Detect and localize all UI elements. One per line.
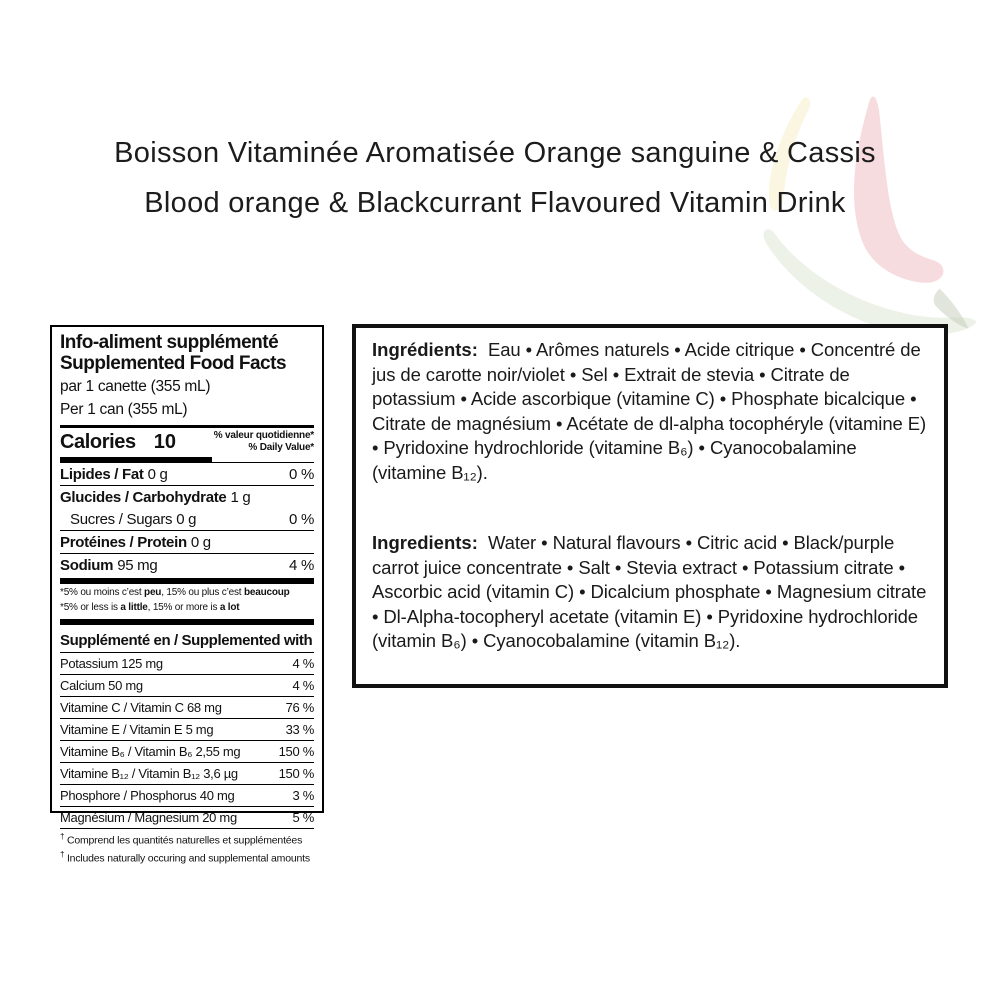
dv-footnote-en: *5% or less is a little, 15% or more is a lot xyxy=(60,602,240,613)
dagger-footnote-fr: † Comprend les quantités naturelles et supplémentées xyxy=(60,832,303,847)
nutrient-amount: 95 mg xyxy=(117,557,158,574)
serving-size-en: Per 1 can (355 mL) xyxy=(60,401,188,418)
nutrient-row-protein xyxy=(60,531,314,554)
nutrient-dv: 0 % xyxy=(289,511,314,528)
calories-value: 10 xyxy=(153,431,176,453)
supplement-name: Potassium 125 mg xyxy=(60,656,163,671)
dagger-symbol: † xyxy=(60,832,65,841)
supplement-dv: 3 % xyxy=(292,788,314,803)
ingredients-label-en: Ingredients: xyxy=(372,532,478,553)
nutrient-name: Sucres / Sugars xyxy=(70,511,173,528)
supplement-row-phosphorus xyxy=(60,785,314,807)
calories-row xyxy=(60,428,314,463)
supplement-dv: 33 % xyxy=(285,722,314,737)
calories-label: Calories xyxy=(60,431,136,453)
supplement-name: Magnésium / Magnesium 20 mg xyxy=(60,810,237,825)
ingredients-text-en: Water • Natural flavours • Citric acid • Black/purple carrot juice concentrate • Salt • Stevia extract • Potassium citrate • Ascorbic acid (vitamin C) • Dicalcium phosphate • Magnesium citrate • Dl-Alpha-tocopheryl acetate (vitamin E) • Pyridoxine hydrochloride (vitamin B₆) • Cyanocobalamine (vitamin B₁₂). xyxy=(372,532,927,651)
product-title-english: Blood orange & Blackcurrant Flavoured Vitamin Drink xyxy=(144,187,846,219)
supplement-name: Vitamine E / Vitamin E 5 mg xyxy=(60,722,214,737)
supplement-dv: 5 % xyxy=(292,810,314,825)
dv-footnote-fr: *5% ou moins c’est peu, 15% ou plus c’est beaucoup xyxy=(60,587,290,598)
supplemented-with-header: Supplémenté en / Supplemented with xyxy=(60,628,314,653)
nutrient-name: Lipides / Fat xyxy=(60,466,144,483)
supplement-dv: 150 % xyxy=(278,744,314,759)
supplemented-food-facts-panel xyxy=(50,325,324,864)
nutrient-row-fat xyxy=(60,463,314,486)
daily-value-header-fr: % valeur quotidienne* xyxy=(213,430,314,441)
nutrient-row-sugars xyxy=(60,508,314,531)
supplement-dv: 4 % xyxy=(292,678,314,693)
nutrient-name: Glucides / Carbohydrate xyxy=(60,489,227,506)
serving-size-fr: par 1 canette (355 mL) xyxy=(60,378,211,395)
supplement-name: Phosphore / Phosphorus 40 mg xyxy=(60,788,235,803)
facts-title-en: Supplemented Food Facts xyxy=(60,353,287,374)
supplement-row-calcium xyxy=(60,675,314,697)
nutrient-amount: 1 g xyxy=(230,489,251,506)
supplement-name: Vitamine B₁₂ / Vitamin B₁₂ 3,6 µg xyxy=(60,766,238,781)
product-title xyxy=(0,128,990,228)
supplement-row-magnesium xyxy=(60,807,314,829)
daily-value-header-en: % Daily Value* xyxy=(248,442,314,453)
ingredients-paragraph-fr xyxy=(372,338,928,485)
divider-thick xyxy=(60,619,314,625)
supplement-row-potassium xyxy=(60,653,314,675)
facts-title-fr: Info-aliment supplémenté xyxy=(60,332,279,353)
ingredients-label-fr: Ingrédients: xyxy=(372,339,478,360)
supplement-row-vitamin-b6 xyxy=(60,741,314,763)
supplement-name: Vitamine C / Vitamin C 68 mg xyxy=(60,700,222,715)
nutrient-name: Protéines / Protein xyxy=(60,534,187,551)
daily-value-header xyxy=(214,430,314,454)
nutrient-name: Sodium xyxy=(60,557,114,574)
nutrient-dv: 4 % xyxy=(289,557,314,574)
supplement-row-vitamin-e xyxy=(60,719,314,741)
supplement-name: Vitamine B₆ / Vitamin B₆ 2,55 mg xyxy=(60,744,241,759)
nutrient-amount: 0 g xyxy=(190,534,211,551)
nutrient-row-sodium xyxy=(60,554,314,576)
ingredients-panel xyxy=(352,324,948,688)
supplement-row-vitamin-b12 xyxy=(60,763,314,785)
supplement-name: Calcium 50 mg xyxy=(60,678,143,693)
dagger-symbol: † xyxy=(60,849,65,859)
supplement-dv: 76 % xyxy=(285,700,314,715)
calories-label-group xyxy=(60,431,176,454)
product-title-french: Boisson Vitaminée Aromatisée Orange sanguine & Cassis xyxy=(114,137,876,169)
dagger-footnote-en: † Includes naturally occuring and supplemental amounts xyxy=(60,849,310,864)
nutrient-amount: 0 g xyxy=(147,466,168,483)
supplement-dv: 4 % xyxy=(292,656,314,671)
nutrient-amount: 0 g xyxy=(176,511,197,528)
nutrient-dv: 0 % xyxy=(289,466,314,483)
ingredients-paragraph-en xyxy=(372,531,928,654)
ingredients-text-fr: Eau • Arômes naturels • Acide citrique • Concentré de jus de carotte noir/violet • Sel • Extrait de stevia • Citrate de potassium • Acide ascorbique (vitamine C) • Phosphate bicalcique • Citrate de magnésium • Acétate de dl-alpha tocophéryle (vitamine E) • Pyridoxine hydrochloride (vitamine B₆) • Cyanocobalamine (vitamine B₁₂). xyxy=(372,339,927,483)
supplement-row-vitamin-c xyxy=(60,697,314,719)
nutrient-row-carbohydrate xyxy=(60,486,314,508)
supplement-dv: 150 % xyxy=(278,766,314,781)
